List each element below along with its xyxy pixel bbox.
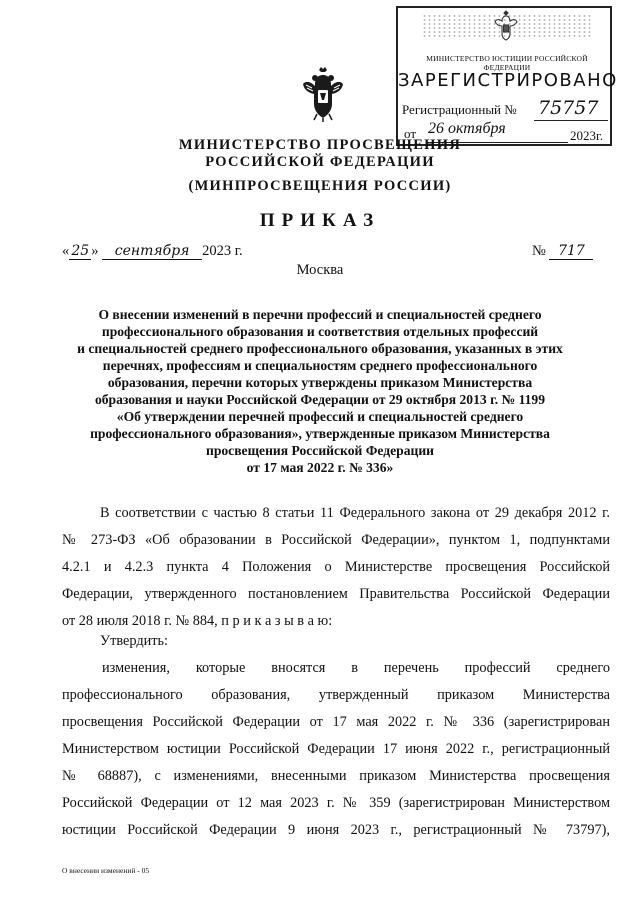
approve-text: Утвердить:	[100, 633, 169, 649]
city: Москва	[296, 262, 344, 278]
subject-line: просвещения Российской Федерации	[205, 443, 435, 458]
stamp-ministry: МИНИСТЕРСТВО ЮСТИЦИИ РОССИЙСКОЙ ФЕДЕРАЦИИ	[426, 54, 588, 72]
stamp-eagle-icon	[494, 10, 518, 44]
ministry-short-name: (МИНПРОСВЕЩЕНИЯ РОССИИ)	[188, 178, 452, 194]
subject-line: перечнях, профессиям и специальностям среднего профессионального	[102, 358, 538, 373]
stamp-reg-underline	[534, 120, 608, 121]
subject-line: профессионального образования и соответствия отдельных профессий	[101, 324, 539, 339]
order-subject	[60, 306, 580, 476]
body-line: Российской Федерации от 12 мая 2023 г. № 359 (зарегистрирован Министерством	[62, 795, 610, 811]
body-line: от 28 июля 2018 г. № 884, п р и к а з ы в а ю:	[62, 613, 333, 629]
ministry-name-line2: РОССИЙСКОЙ ФЕДЕРАЦИИ	[205, 154, 435, 170]
body-line: № 273-ФЗ «Об образовании в Российской Федерации», пунктом 1, подпунктами	[62, 532, 610, 548]
body-line: 4.2.1 и 4.2.3 пункта 4 Положения о Министерстве просвещения Российской	[62, 559, 610, 575]
stamp-date-prefix: от	[404, 126, 417, 141]
body-line: просвещения Российской Федерации от 17 мая 2022 г. № 336 (зарегистрирован	[62, 714, 610, 730]
subject-line: «Об утверждении перечней профессий и специальностей среднего	[116, 409, 524, 424]
subject-line: образования, перечни которых утверждены приказом Министерства	[107, 375, 533, 390]
order-number	[532, 243, 593, 260]
date-close-quote: »	[91, 243, 99, 259]
date-year: 2023 г.	[202, 243, 243, 259]
date-open-quote: «	[62, 243, 70, 259]
stamp-year: 2023г.	[570, 128, 604, 143]
subject-line: и специальностей среднего профессионального образования, указанных в этих	[77, 341, 563, 356]
subject-line: профессионального образования», утвержденные приказом Министерства	[90, 426, 550, 441]
body-line: профессионального образования, утвержденный приказом Министерства	[62, 687, 610, 703]
subject-line: от 17 мая 2022 г. № 336»	[246, 460, 394, 475]
order-date	[62, 243, 243, 260]
number-value: 717	[549, 243, 593, 260]
date-month: сентября	[102, 243, 202, 260]
preamble-paragraph	[62, 500, 610, 635]
changes-paragraph	[62, 655, 610, 844]
stamp-date-value: 26 октября	[428, 120, 506, 137]
body-line: В соответствии с частью 8 статьи 11 Федерального закона от 29 декабря 2012 г.	[100, 505, 610, 521]
subject-line: О внесении изменений в перечни профессий и специальностей среднего	[98, 307, 542, 322]
date-day: 25	[69, 243, 91, 260]
body-line: Федерации, утвержденного постановлением Правительства Российской Федерации	[62, 586, 610, 602]
body-line: Министерством юстиции Российской Федерации 17 июня 2022 г., регистрационный	[62, 741, 610, 757]
stamp-registered: ЗАРЕГИСТРИРОВАНО	[398, 70, 618, 91]
number-label: №	[532, 243, 546, 259]
body-line: юстиции Российской Федерации 9 июня 2023 г., регистрационный № 73797),	[62, 822, 610, 838]
approve-heading	[62, 628, 610, 655]
stamp-reg-label: Регистрационный №	[402, 102, 517, 117]
coat-of-arms-icon	[302, 66, 344, 122]
ministry-name-line1: МИНИСТЕРСТВО ПРОСВЕЩЕНИЯ	[178, 137, 462, 153]
body-line: изменения, которые вносятся в перечень профессий среднего	[102, 660, 610, 676]
footer-note: О внесении изменений - 05	[62, 866, 150, 875]
order-title: ПРИКАЗ	[259, 210, 381, 231]
registration-stamp	[396, 6, 618, 146]
body-line: № 68887), с изменениями, внесенными приказом Министерства просвещения	[62, 768, 610, 784]
stamp-reg-number: 75757	[538, 97, 599, 119]
subject-line: образования и науки Российской Федерации от 29 октября 2013 г. № 1199	[94, 392, 546, 407]
